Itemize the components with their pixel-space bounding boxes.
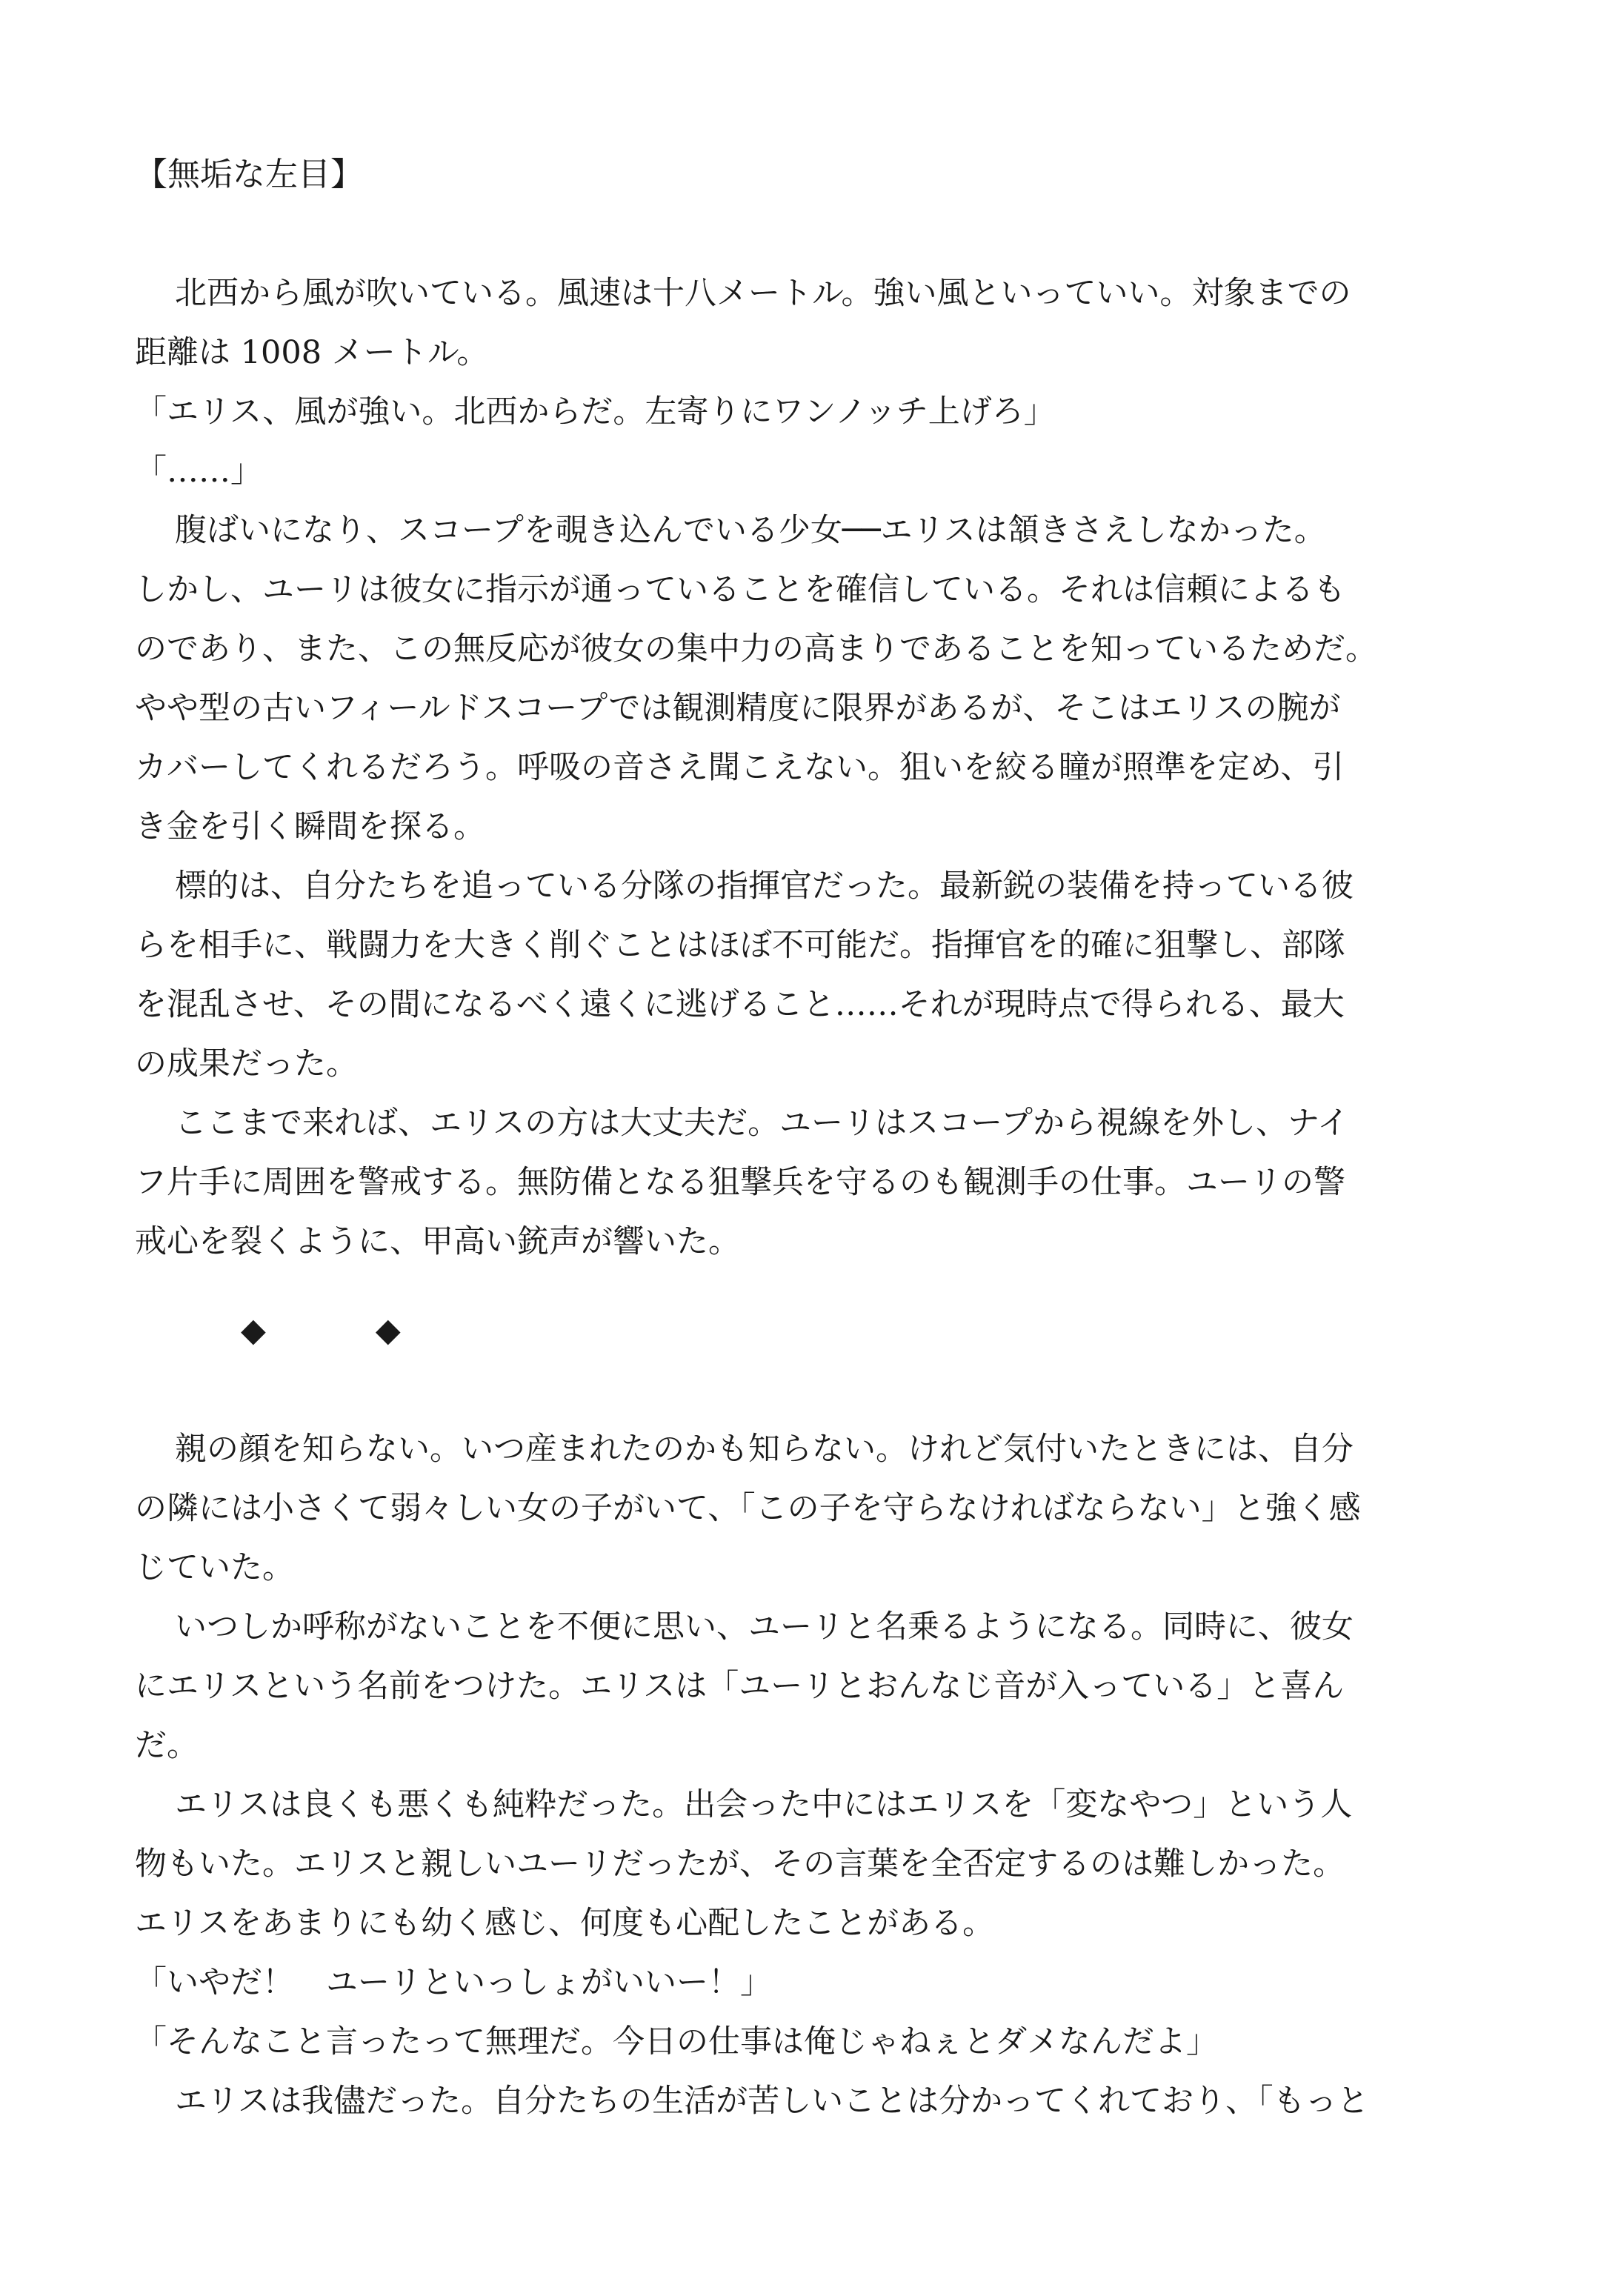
paragraph-line: いつしか呼称がないことを不便に思い、ユーリと名乗るようになる。同時に、彼女: [175, 1608, 1354, 1646]
paragraph-line: エリスは我儘だった。自分たちの生活が苦しいことは分かってくれており、「もっと: [175, 2083, 1369, 2120]
paragraph-line: 戒心を裂くように、甲高い銃声が響いた。: [135, 1223, 740, 1260]
dialogue-line: 「……」: [135, 453, 262, 490]
dialogue-line: 「そんなこと言ったって無理だ。今日の仕事は俺じゃねぇとダメなんだよ」: [135, 2023, 1218, 2060]
paragraph-line: を混乱させ、その間になるべく遠くに逃げること……それが現時点で得られる、最大: [135, 986, 1345, 1023]
paragraph-line: 北西から風が吹いている。風速は十八メートル。強い風といっていい。対象までの: [175, 275, 1351, 312]
paragraph-line: だ。: [135, 1727, 199, 1764]
paragraph-line: ここまで来れば、エリスの方は大丈夫だ。ユーリはスコープから視線を外し、ナイ: [175, 1105, 1349, 1142]
paragraph-line: 物もいた。エリスと親しいユーリだったが、その言葉を全否定するのは難しかった。: [135, 1846, 1345, 1883]
paragraph-line: らを相手に、戦闘力を大きく削ぐことはほぼ不可能だ。指揮官を的確に狙撃し、部隊: [135, 927, 1345, 964]
dialogue-line: 「いやだ！ ユーリといっしょがいいー！」: [135, 1964, 772, 2001]
dialogue-line: 「エリス、風が強い。北西からだ。左寄りにワンノッチ上げろ」: [135, 393, 1056, 430]
paragraph-line: エリスをあまりにも幼く感じ、何度も心配したことがある。: [135, 1905, 995, 1942]
paragraph-line: カバーしてくれるだろう。呼吸の音さえ聞こえない。狙いを絞る瞳が照準を定め、引: [135, 749, 1345, 786]
paragraph-line: じていた。: [135, 1549, 294, 1586]
paragraph-line: にエリスという名前をつけた。エリスは「ユーリとおんなじ音が入っている」と喜ん: [135, 1668, 1345, 1705]
diamond-icon: ◆: [241, 1311, 266, 1349]
paragraph-line: フ片手に周囲を警戒する。無防備となる狙撃兵を守るのも観測手の仕事。ユーリの警: [135, 1164, 1345, 1201]
paragraph-line: のであり、また、この無反応が彼女の集中力の高まりであることを知っているためだ。: [135, 630, 1377, 668]
paragraph-line: の成果だった。: [135, 1045, 358, 1082]
paragraph-line: 距離は 1008 メートル。: [135, 334, 489, 371]
paragraph-line: の隣には小さくて弱々しい女の子がいて、「この子を守らなければならない」と強く感: [135, 1490, 1361, 1527]
diamond-icon: ◆: [375, 1311, 401, 1349]
paragraph-line: 腹ばいになり、スコープを覗き込んでいる少女──エリスは頷きさえしなかった。: [175, 512, 1326, 549]
paragraph-line: 標的は、自分たちを追っている分隊の指揮官だった。最新鋭の装備を持っている彼: [175, 868, 1354, 905]
paragraph-line: 親の顔を知らない。いつ産まれたのかも知らない。けれど気付いたときには、自分: [175, 1431, 1354, 1468]
paragraph-line: エリスは良くも悪くも純粋だった。出会った中にはエリスを「変なやつ」という人: [175, 1786, 1353, 1823]
chapter-title: 【無垢な左目】: [135, 156, 363, 193]
section-separator: [241, 1308, 401, 1353]
paragraph-line: やや型の古いフィールドスコープでは観測精度に限界があるが、そこはエリスの腕が: [135, 690, 1341, 727]
paragraph-line: き金を引く瞬間を探る。: [135, 808, 485, 845]
paragraph-line: しかし、ユーリは彼女に指示が通っていることを確信している。それは信頼によるも: [135, 571, 1345, 608]
